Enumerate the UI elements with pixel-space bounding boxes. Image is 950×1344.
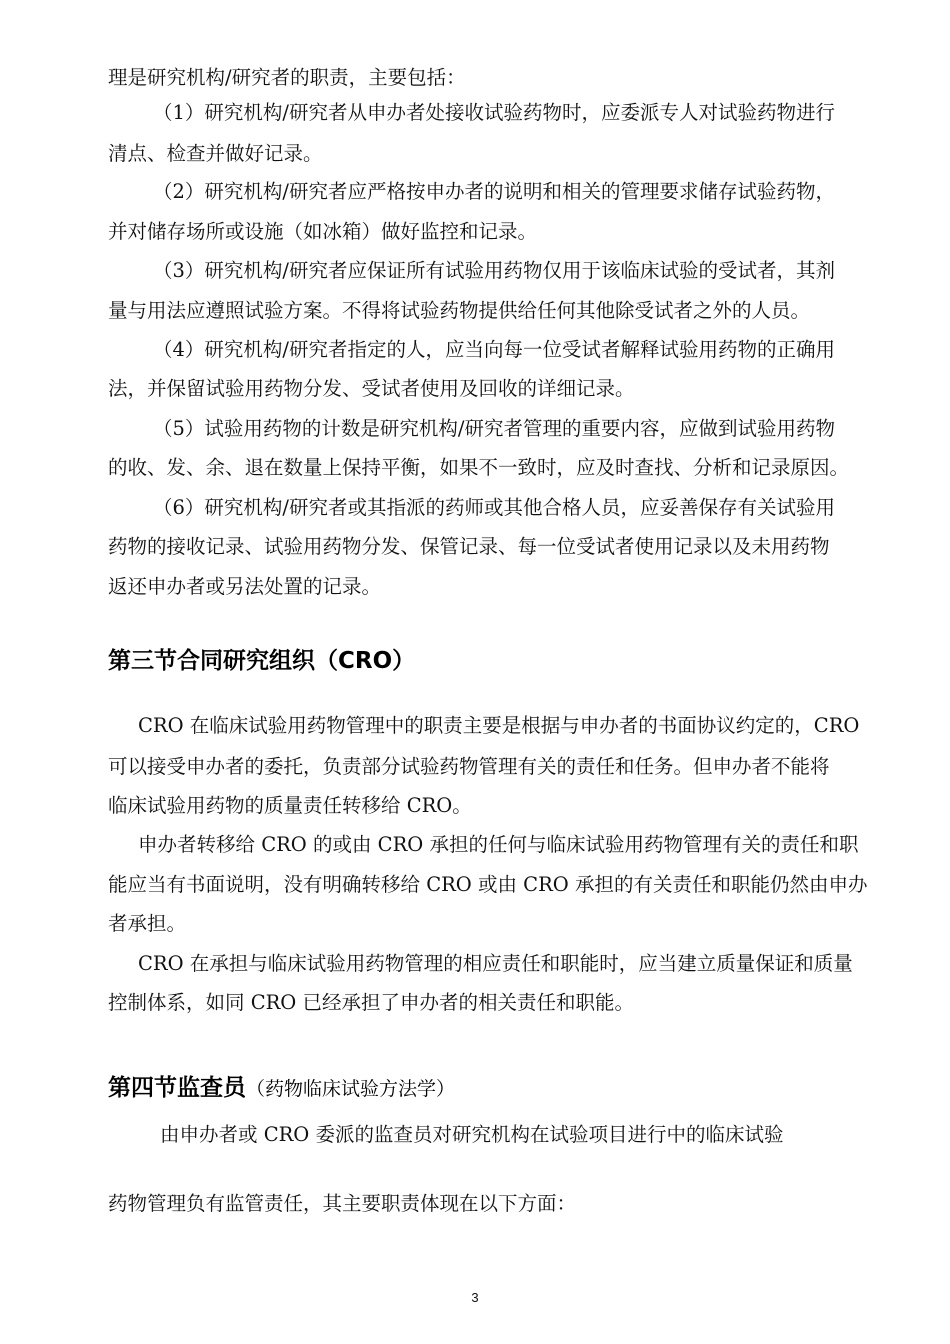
list-item-6-line-2: 药物的接收记录、试验用药物分发、保管记录、每一位受试者使用记录以及未用药物 [108, 535, 830, 558]
section-3-heading: 第三节合同研究组织（CRO） [108, 648, 416, 674]
section-4-title: 第四节监查员 [108, 1075, 246, 1101]
list-item-4-line-2: 法，并保留试验用药物分发、受试者使用及回收的详细记录。 [108, 377, 635, 400]
section-3-para-3-line-2: 控制体系，如同 CRO 已经承担了申办者的相关责任和职能。 [108, 991, 634, 1014]
list-item-6-line-3: 返还申办者或另法处置的记录。 [108, 575, 382, 598]
list-item-6-line-1: （6）研究机构/研究者或其指派的药师或其他合格人员，应妥善保存有关试验用 [153, 496, 835, 519]
section-3-para-1-line-1: CRO 在临床试验用药物管理中的职责主要是根据与申办者的书面协议约定的，CRO [138, 714, 860, 737]
section-4-subtitle: （药物临床试验方法学） [246, 1078, 456, 1100]
list-item-2-line-2: 并对储存场所或设施（如冰箱）做好监控和记录。 [108, 220, 538, 243]
list-item-1-line-2: 清点、检查并做好记录。 [108, 142, 323, 165]
section-3-para-2-line-2: 能应当有书面说明，没有明确转移给 CRO 或由 CRO 承担的有关责任和职能仍然由申办 [108, 873, 868, 896]
list-item-4-line-1: （4）研究机构/研究者指定的人，应当向每一位受试者解释试验用药物的正确用 [153, 338, 835, 361]
section-3-para-3-line-1: CRO 在承担与临床试验用药物管理的相应责任和职能时，应当建立质量保证和质量 [138, 952, 853, 975]
continued-text-line: 理是研究机构/研究者的职责，主要包括： [108, 66, 466, 89]
section-3-para-2-line-3: 者承担。 [108, 912, 187, 935]
section-3-para-1-line-2: 可以接受申办者的委托，负责部分试验药物管理有关的责任和任务。但申办者不能将 [108, 755, 830, 778]
list-item-5-line-1: （5）试验用药物的计数是研究机构/研究者管理的重要内容，应做到试验用药物 [153, 417, 835, 440]
section-4-heading [108, 1074, 455, 1103]
section-4-para-1: 由申办者或 CRO 委派的监查员对研究机构在试验项目进行中的临床试验 [160, 1123, 784, 1146]
list-item-2-line-1: （2）研究机构/研究者应严格按申办者的说明和相关的管理要求储存试验药物， [153, 180, 835, 203]
page-number: 3 [471, 1290, 479, 1305]
section-3-para-1-line-3: 临床试验用药物的质量责任转移给 CRO。 [108, 794, 472, 817]
list-item-1-line-1: （1）研究机构/研究者从申办者处接收试验药物时，应委派专人对试验药物进行 [153, 101, 835, 124]
section-4-para-2: 药物管理负有监管责任，其主要职责体现在以下方面： [108, 1192, 577, 1215]
list-item-3-line-2: 量与用法应遵照试验方案。不得将试验药物提供给任何其他除受试者之外的人员。 [108, 299, 811, 322]
list-item-3-line-1: （3）研究机构/研究者应保证所有试验用药物仅用于该临床试验的受试者，其剂 [153, 259, 835, 282]
list-item-5-line-2: 的收、发、余、退在数量上保持平衡，如果不一致时，应及时查找、分析和记录原因。 [108, 456, 850, 479]
section-3-para-2-line-1: 申办者转移给 CRO 的或由 CRO 承担的任何与临床试验用药物管理有关的责任和职 [138, 833, 859, 856]
